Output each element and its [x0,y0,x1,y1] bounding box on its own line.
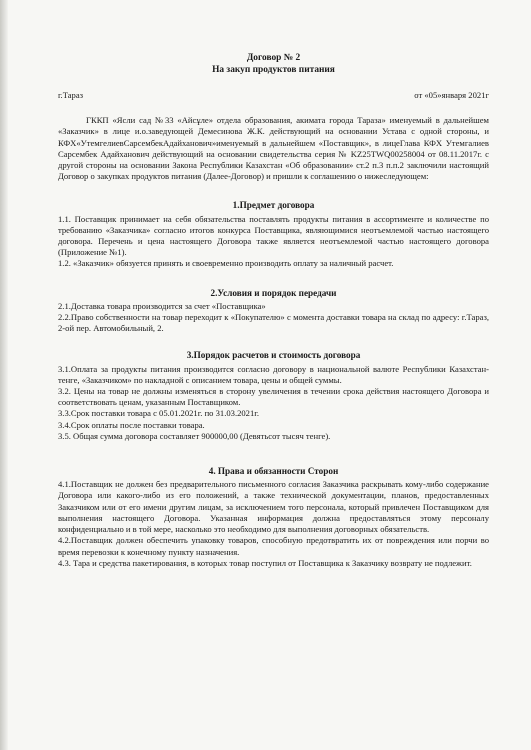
clause-4-3: 4.3. Тара и средства пакетирования, в которых товар поступил от Поставщика к Заказчику возврату не подлежит. [58,557,472,568]
place-date-row [58,90,489,101]
clause-4-1: 4.1.Поставщик не должен без предварительного письменного согласия Заказчика раскрывать кому-либо содержание Договора или какого-либо из его положений, а также технической документации, планов, предоставленных Заказчиком или от его имени другим лицам, за исключением того персонала, который привлечен Поставщиком для выполнения настоящего Договора. Указанная информация должна предоставляться этому персоналу конфиденциально и в той мере, насколько это необходимо для выполнения договорных обязательств. [58,479,489,535]
contract-title: Договор № 2 [246,53,301,63]
clause-3-2: 3.2. Цены на товар не должны изменяться в сторону увеличения в течении срока действия настоящего Договора и соответствовать ценам, указанным Поставщиком. [58,386,489,408]
clause-1-1: 1.1. Поставщик принимает на себя обязательства поставлять продукты питания в ассортименте и количестве по требованию «Заказчика» согласно итогов конкурса Поставщика, являющимися неотъемлемой частью настоящего договора. Перечень и цена настоящего Договора также является неотъемлемой частью настоящего договора (Приложение №1). [58,213,489,258]
city: г.Тараз [58,90,84,100]
section-2-heading: 2.Условия и порядок передачи [210,287,337,298]
section-4-heading: 4. Права и обязанности Сторон [208,466,339,477]
clause-2-1: 2.1.Доставка товара производится за счет «Поставщика» [58,300,266,311]
clause-3-3: 3.3.Срок поставки товара с 05.01.2021г. по 31.03.2021г. [58,408,259,419]
clause-3-4: 3.4.Срок оплаты после поставки товара. [58,419,205,430]
scan-edge-shadow [0,0,8,750]
preamble-paragraph: ГККП «Ясли сад №33 «Айсұле» отдела образования, акимата города Тараза» именуемый в дальнейшем «Заказчик» в лице и.о.заведующей Демесинова Ж.К. действующий на основании Устава с одной стороны, и КФХ«УтемгелиевСарсембекАдайханович»именуемый в дальнейшем «Поставщик», в лицеГлава КФХ Утемгалиев Сарсембек Адайханович действующий на основании свидетельства серия № KZ25TWQ00258004 от 08.11.2017г. с другой стороны на основании Закона Республики Казахстан «Об образовании» ст.2 п.3 п.п.2 заключили настоящий Договор о закупках продуктов питания (Далее-Договор) и пришли к соглашению о нижеследующем: [58,115,489,182]
clause-3-1: 3.1.Оплата за продукты питания производится согласно договору в национальной валюте Республики Казахстан-тенге, «Заказчиком» по накладной с описанием товара, цены и общей суммы. [58,363,489,385]
section-3-heading: 3.Порядок расчетов и стоимость договора [186,350,361,361]
section-1-heading: 1.Предмет договора [232,200,315,211]
clause-1-2: 1.2. «Заказчик» обязуется принять и своевременно производить оплату за наличный расчет. [58,258,394,269]
clause-4-2: 4.2.Поставщик должен обеспечить упаковку товаров, способную предотвратить их от повреждения или порчи во время перевозки к конечному пункту назначения. [58,535,489,557]
clause-2-2: 2.2.Право собственности на товар переходит к «Покупателю» с момента доставки товара на склад по адресу: г.Тараз, 2-ой пер. Автомобильный, 2. [58,312,489,334]
contract-date: от «05»января 2021г [414,90,489,100]
contract-subtitle: На закуп продуктов питания [212,65,335,75]
clause-3-5: 3.5. Общая сумма договора составляет 900000,00 (Девятьсот тысяч тенге). [58,430,331,441]
